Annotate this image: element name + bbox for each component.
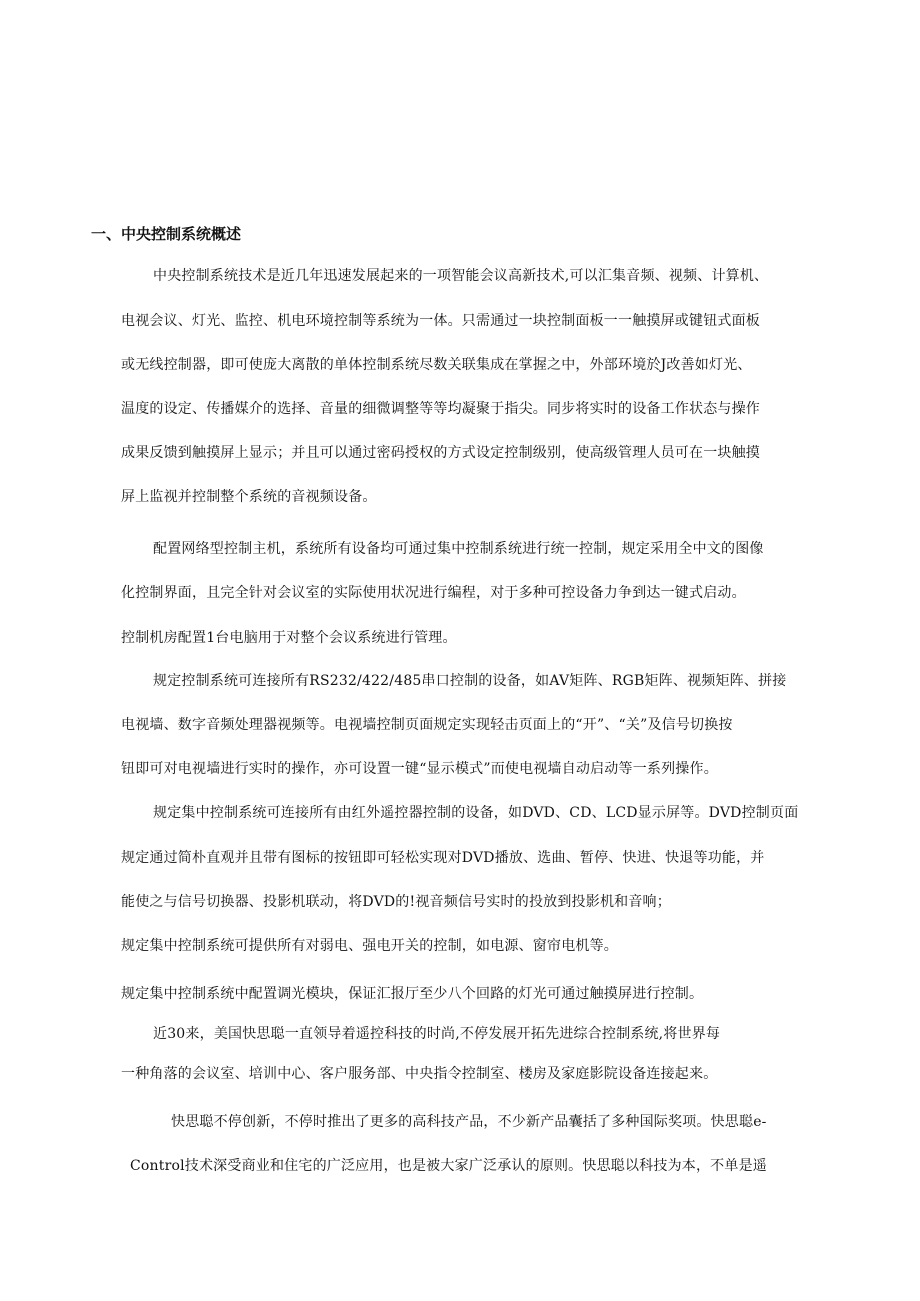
paragraph-2-line-2: 化控制界面，且完全针对会议室的实际使用状况进行编程，对于多种可控设备力争到达一键式启动。 — [121, 585, 746, 601]
paragraph-6-line-1: 规定集中控制系统中配置调光模块，保证汇报厅至少八个回路的灯光可通过触摸屏进行控制。 — [121, 986, 704, 1002]
paragraph-1-line-2: 电视会议、灯光、监控、机电环境控制等系统为一体。只需通过一块控制面板一一触摸屏或键钮式面板 — [121, 313, 760, 329]
section-heading: 一、中央控制系统概述 — [91, 225, 242, 243]
paragraph-8-line-2: Control技术深受商业和住宅的广泛应用，也是被大家广泛承认的原则。快思聪以科技为本，不单是遥 — [130, 1158, 767, 1174]
paragraph-2-line-1: 配置网络型控制主机，系统所有设备均可通过集中控制系统进行统一控制，规定采用全中文的图像 — [153, 541, 764, 557]
paragraph-7-line-1: 近30来，美国快思聪一直领导着遥控科技的时尚,不停发展开拓先进综合控制系统,将世界每 — [153, 1026, 721, 1042]
paragraph-1-line-6: 屏上监视并控制整个系统的音视频设备。 — [121, 489, 377, 505]
paragraph-2-line-3: 控制机房配置1台电脑用于对整个会议系统进行管理。 — [121, 630, 457, 646]
paragraph-1-line-5: 成果反馈到触摸屏上显示；并且可以通过密码授权的方式设定控制级别，使高级管理人员可在一块触摸 — [121, 445, 760, 461]
paragraph-4-line-3: 能使之与信号切换器、投影机联动，将DVD的!视音频信号实时的投放到投影机和音响； — [121, 894, 671, 910]
paragraph-8-line-1: 快思聪不停创新，不停时推出了更多的高科技产品，不少新产品囊括了多种国际奖项。快思聪e- — [171, 1114, 767, 1130]
paragraph-3-line-3: 钮即可对电视墙进行实时的操作，亦可设置一键“显示模式”而使电视墙自动启动等一系列操作。 — [121, 761, 718, 777]
paragraph-1-line-1: 中央控制系统技术是近几年迅速发展起来的一项智能会议高新技术,可以汇集音频、视频、计算机、 — [153, 268, 769, 284]
paragraph-3-line-2: 电视墙、数字音频处理器视频等。电视墙控制页面规定实现轻击页面上的“开”、“关”及信号切换按 — [121, 717, 733, 733]
paragraph-4-line-1: 规定集中控制系统可连接所有由红外遥控器控制的设备，如DVD、CD、LCD显示屏等。DVD控制页面 — [153, 805, 799, 821]
paragraph-4-line-2: 规定通过简朴直观并且带有图标的按钮即可轻松实现对DVD播放、选曲、暂停、快进、快退等功能，并 — [121, 850, 765, 866]
paragraph-7-line-2: 一种角落的会议室、培训中心、客户服务部、中央指令控制室、楼房及家庭影院设备连接起来。 — [121, 1066, 718, 1082]
paragraph-1-line-3: 或无线控制器，即可使庞大离散的单体控制系统尽数关联集成在掌握之中，外部环境於J改善如灯光、 — [121, 357, 752, 373]
paragraph-5-line-1: 规定集中控制系统可提供所有对弱电、强电开关的控制，如电源、窗帘电机等。 — [121, 938, 618, 954]
paragraph-1-line-4: 温度的设定、传播媒介的选择、音量的细微调整等等均凝聚于指尖。同步将实时的设备工作状态与操作 — [121, 401, 760, 417]
paragraph-3-line-1: 规定控制系统可连接所有RS232/422/485串口控制的设备，如AV矩阵、RGB矩阵、视频矩阵、拼接 — [153, 673, 787, 689]
